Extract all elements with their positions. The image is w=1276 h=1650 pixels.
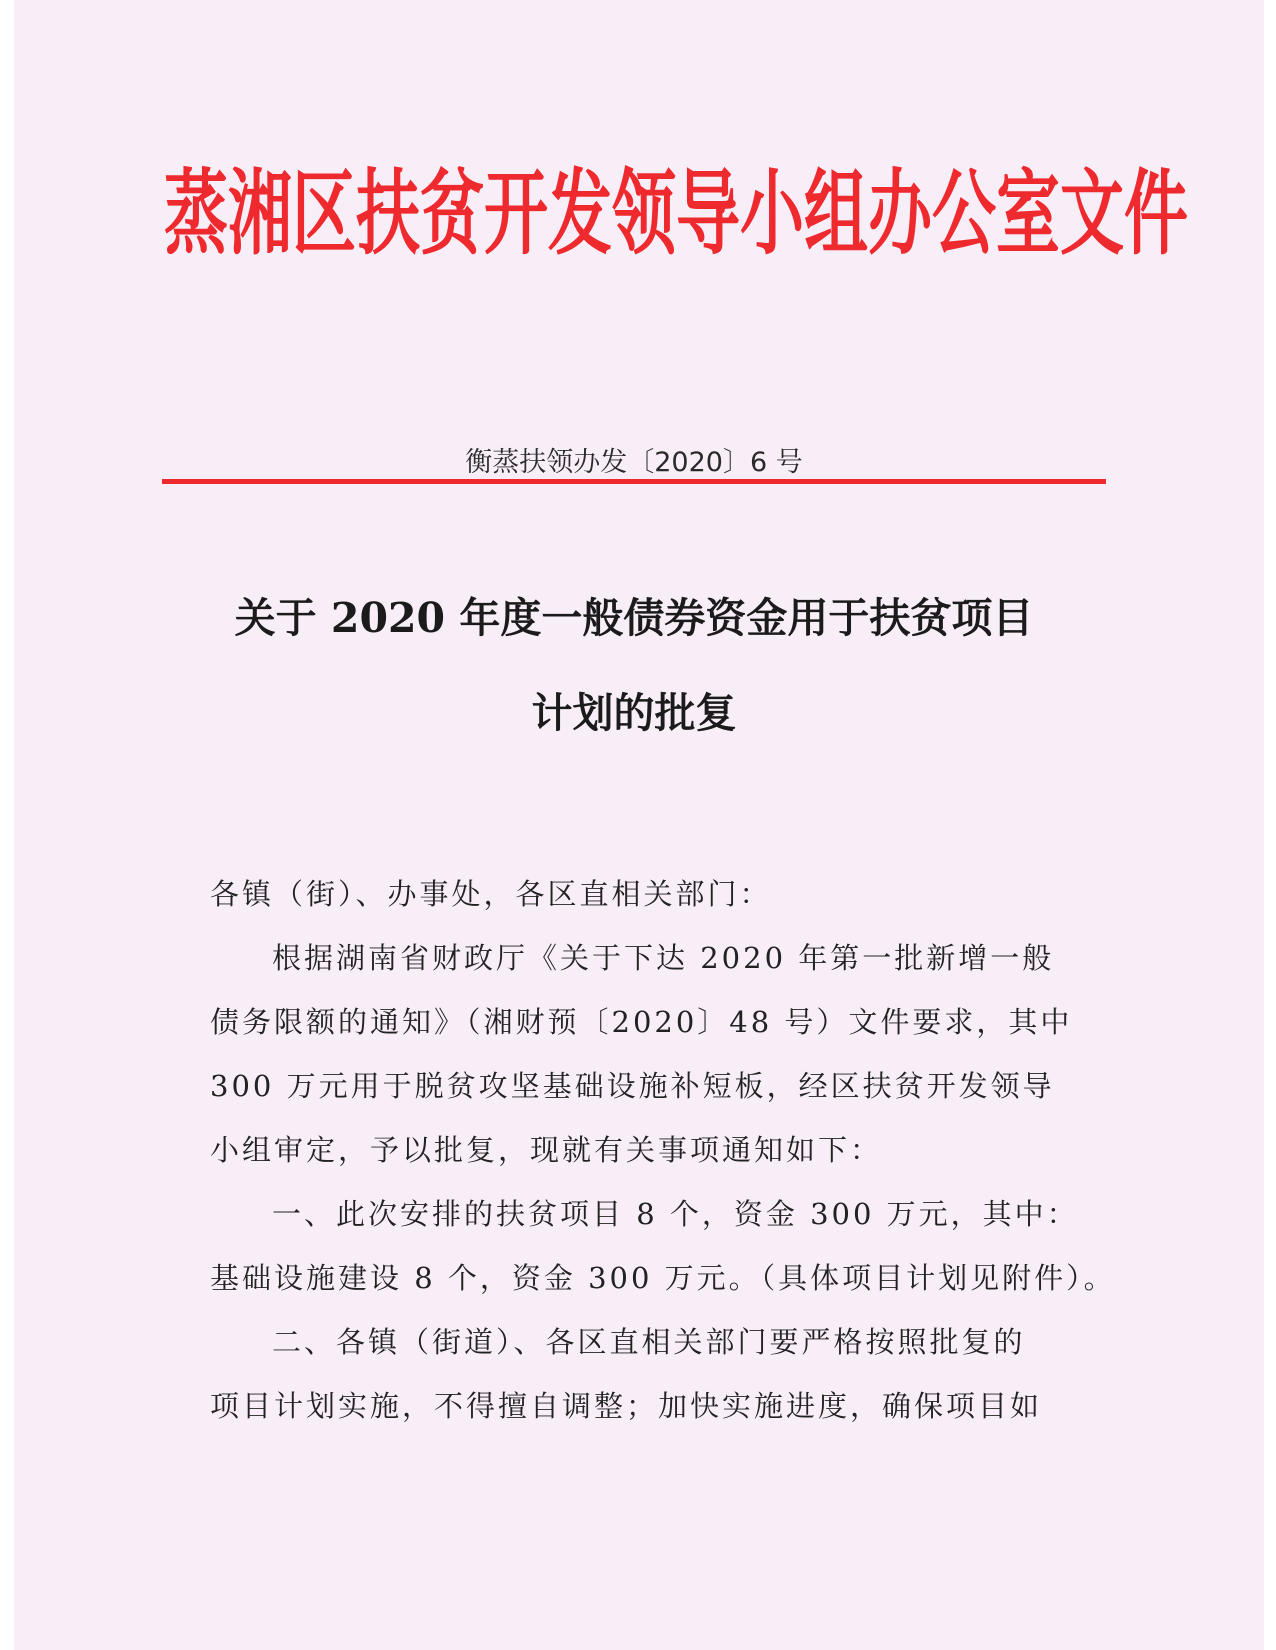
letterhead-title: 蒸湘区扶贫开发领导小组办公室文件 [164, 161, 1188, 269]
red-divider-line [162, 479, 1106, 484]
body-paragraph-line: 二、各镇（街道）、各区直相关部门要严格按照批复的 [272, 1325, 1026, 1359]
document-title-line-1: 关于 2020 年度一般债券资金用于扶贫项目 [234, 594, 1034, 642]
body-paragraph-line: 项目计划实施，不得擅自调整；加快实施进度，确保项目如 [210, 1389, 1043, 1423]
body-paragraph-line: 基础设施建设 8 个，资金 300 万元。（具体项目计划见附件）。 [210, 1261, 1116, 1295]
body-paragraph-line: 债务限额的通知》（湘财预〔2020〕48 号）文件要求，其中 [210, 1005, 1073, 1039]
salutation: 各镇（街）、办事处，各区直相关部门： [210, 877, 772, 911]
document-number: 衡蒸扶领办发〔2020〕6 号 [465, 447, 803, 478]
body-paragraph-line: 根据湖南省财政厅《关于下达 2020 年第一批新增一般 [272, 941, 1055, 975]
body-paragraph-line: 小组审定，予以批复，现就有关事项通知如下： [210, 1133, 883, 1167]
document-page [14, 0, 1264, 1650]
body-paragraph-line: 300 万元用于脱贫攻坚基础设施补短板，经区扶贫开发领导 [210, 1069, 1055, 1103]
document-title-line-2: 计划的批复 [531, 689, 737, 737]
body-paragraph-line: 一、此次安排的扶贫项目 8 个，资金 300 万元，其中： [272, 1197, 1079, 1231]
document-body [210, 862, 1116, 1438]
